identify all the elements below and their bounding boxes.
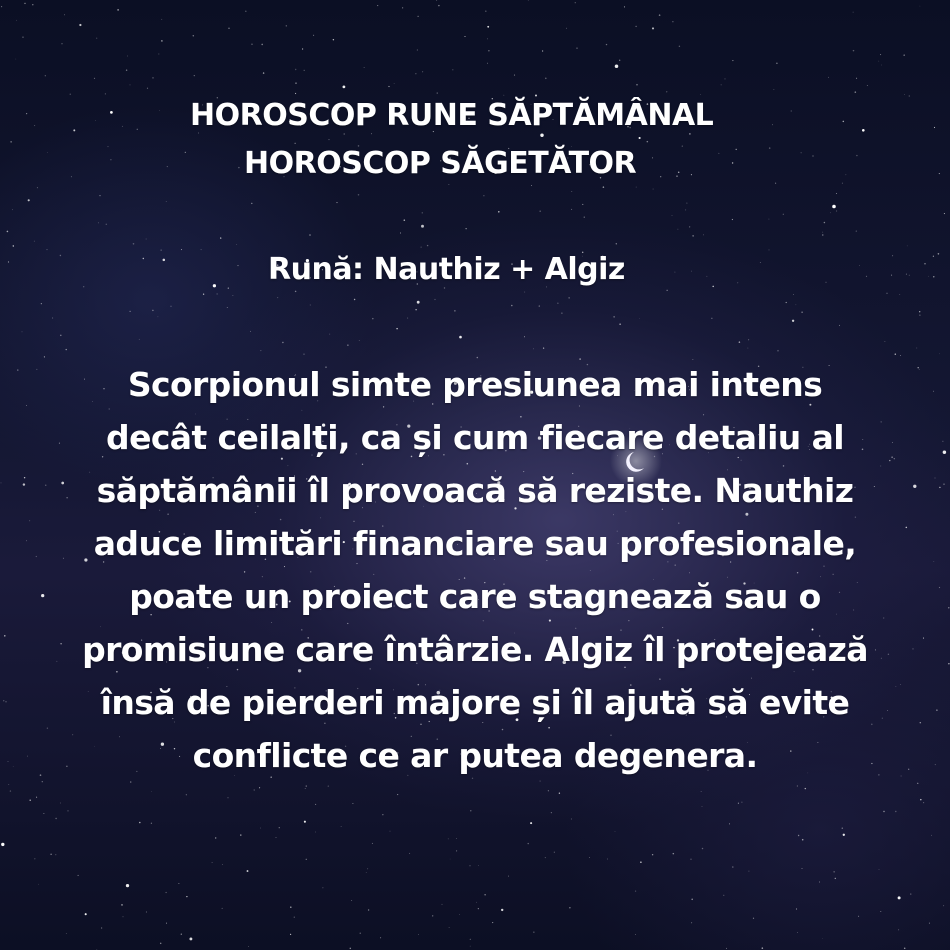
body-line: promisiune care întârzie. Algiz îl protejează bbox=[82, 630, 868, 669]
body-line: aduce limitări financiare sau profesionale, bbox=[93, 524, 857, 563]
page-title-line-2: HOROSCOP SĂGETĂTOR bbox=[244, 146, 637, 181]
body-line: poate un proiect care stagnează sau o bbox=[129, 577, 821, 616]
body-line: Scorpionul simte presiunea mai intens bbox=[127, 365, 823, 404]
page-title-line-1: HOROSCOP RUNE SĂPTĂMÂNAL bbox=[190, 98, 714, 133]
body-line: însă de pierderi majore și îl ajută să evite bbox=[100, 683, 850, 722]
body-line: conflicte ce ar putea degenera. bbox=[192, 736, 758, 775]
body-line: decât ceilalți, ca și cum fiecare detaliu al bbox=[106, 418, 844, 457]
body-line: săptămânii îl provoacă să reziste. Nauthiz bbox=[96, 471, 854, 510]
rune-heading: Rună: Nauthiz + Algiz bbox=[268, 252, 625, 287]
horoscope-body bbox=[36, 358, 914, 782]
